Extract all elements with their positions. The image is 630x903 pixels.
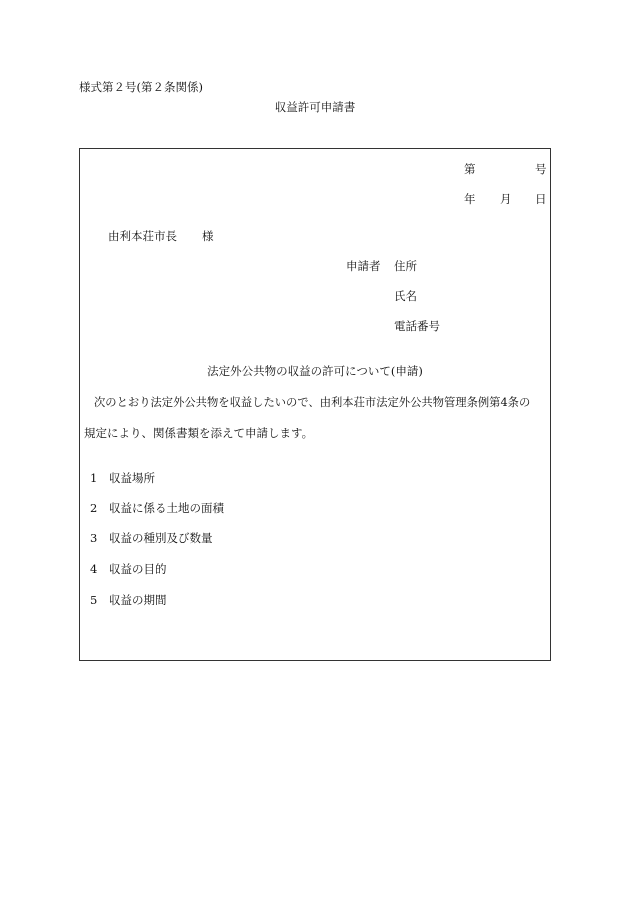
phone-label: 電話番号: [394, 319, 440, 333]
address-label: 住所: [394, 259, 417, 273]
item-label: 収益の期間: [109, 593, 167, 607]
body-text-line-1: 次のとおり法定外公共物を収益したいので、由利本荘市法定外公共物管理条例第4条の: [94, 396, 531, 409]
item-label: 収益の目的: [109, 562, 167, 576]
item-2: [90, 503, 224, 515]
name-label: 氏名: [394, 289, 417, 303]
item-number: 2: [90, 501, 98, 515]
item-4: [90, 564, 167, 576]
date-year-label: 年: [464, 192, 476, 206]
addressee-honorific: 様: [202, 229, 214, 243]
item-3: [90, 533, 213, 545]
item-label: 収益の種別及び数量: [109, 531, 213, 545]
form-number-label: 様式第２号(第２条関係): [79, 80, 203, 94]
item-label: 収益場所: [109, 471, 155, 485]
item-number: 1: [90, 471, 98, 485]
item-1: [90, 473, 155, 485]
body-text-line-2: 規定により、関係書類を添えて申請します。: [84, 426, 314, 440]
item-number: 3: [90, 531, 98, 545]
item-5: [90, 595, 167, 607]
item-number: 5: [90, 593, 98, 607]
doc-number-suffix: 号: [535, 162, 547, 176]
item-label: 収益に係る土地の面積: [109, 501, 224, 515]
date-month-label: 月: [500, 192, 512, 206]
applicant-label: 申請者: [346, 259, 381, 273]
item-number: 4: [90, 562, 98, 576]
subject-line: 法定外公共物の収益の許可について(申請): [207, 364, 423, 378]
doc-number-prefix: 第: [464, 162, 476, 176]
date-day-label: 日: [535, 192, 547, 206]
addressee-name: 由利本荘市長: [108, 229, 177, 243]
document-title: 収益許可申請書: [274, 100, 356, 114]
